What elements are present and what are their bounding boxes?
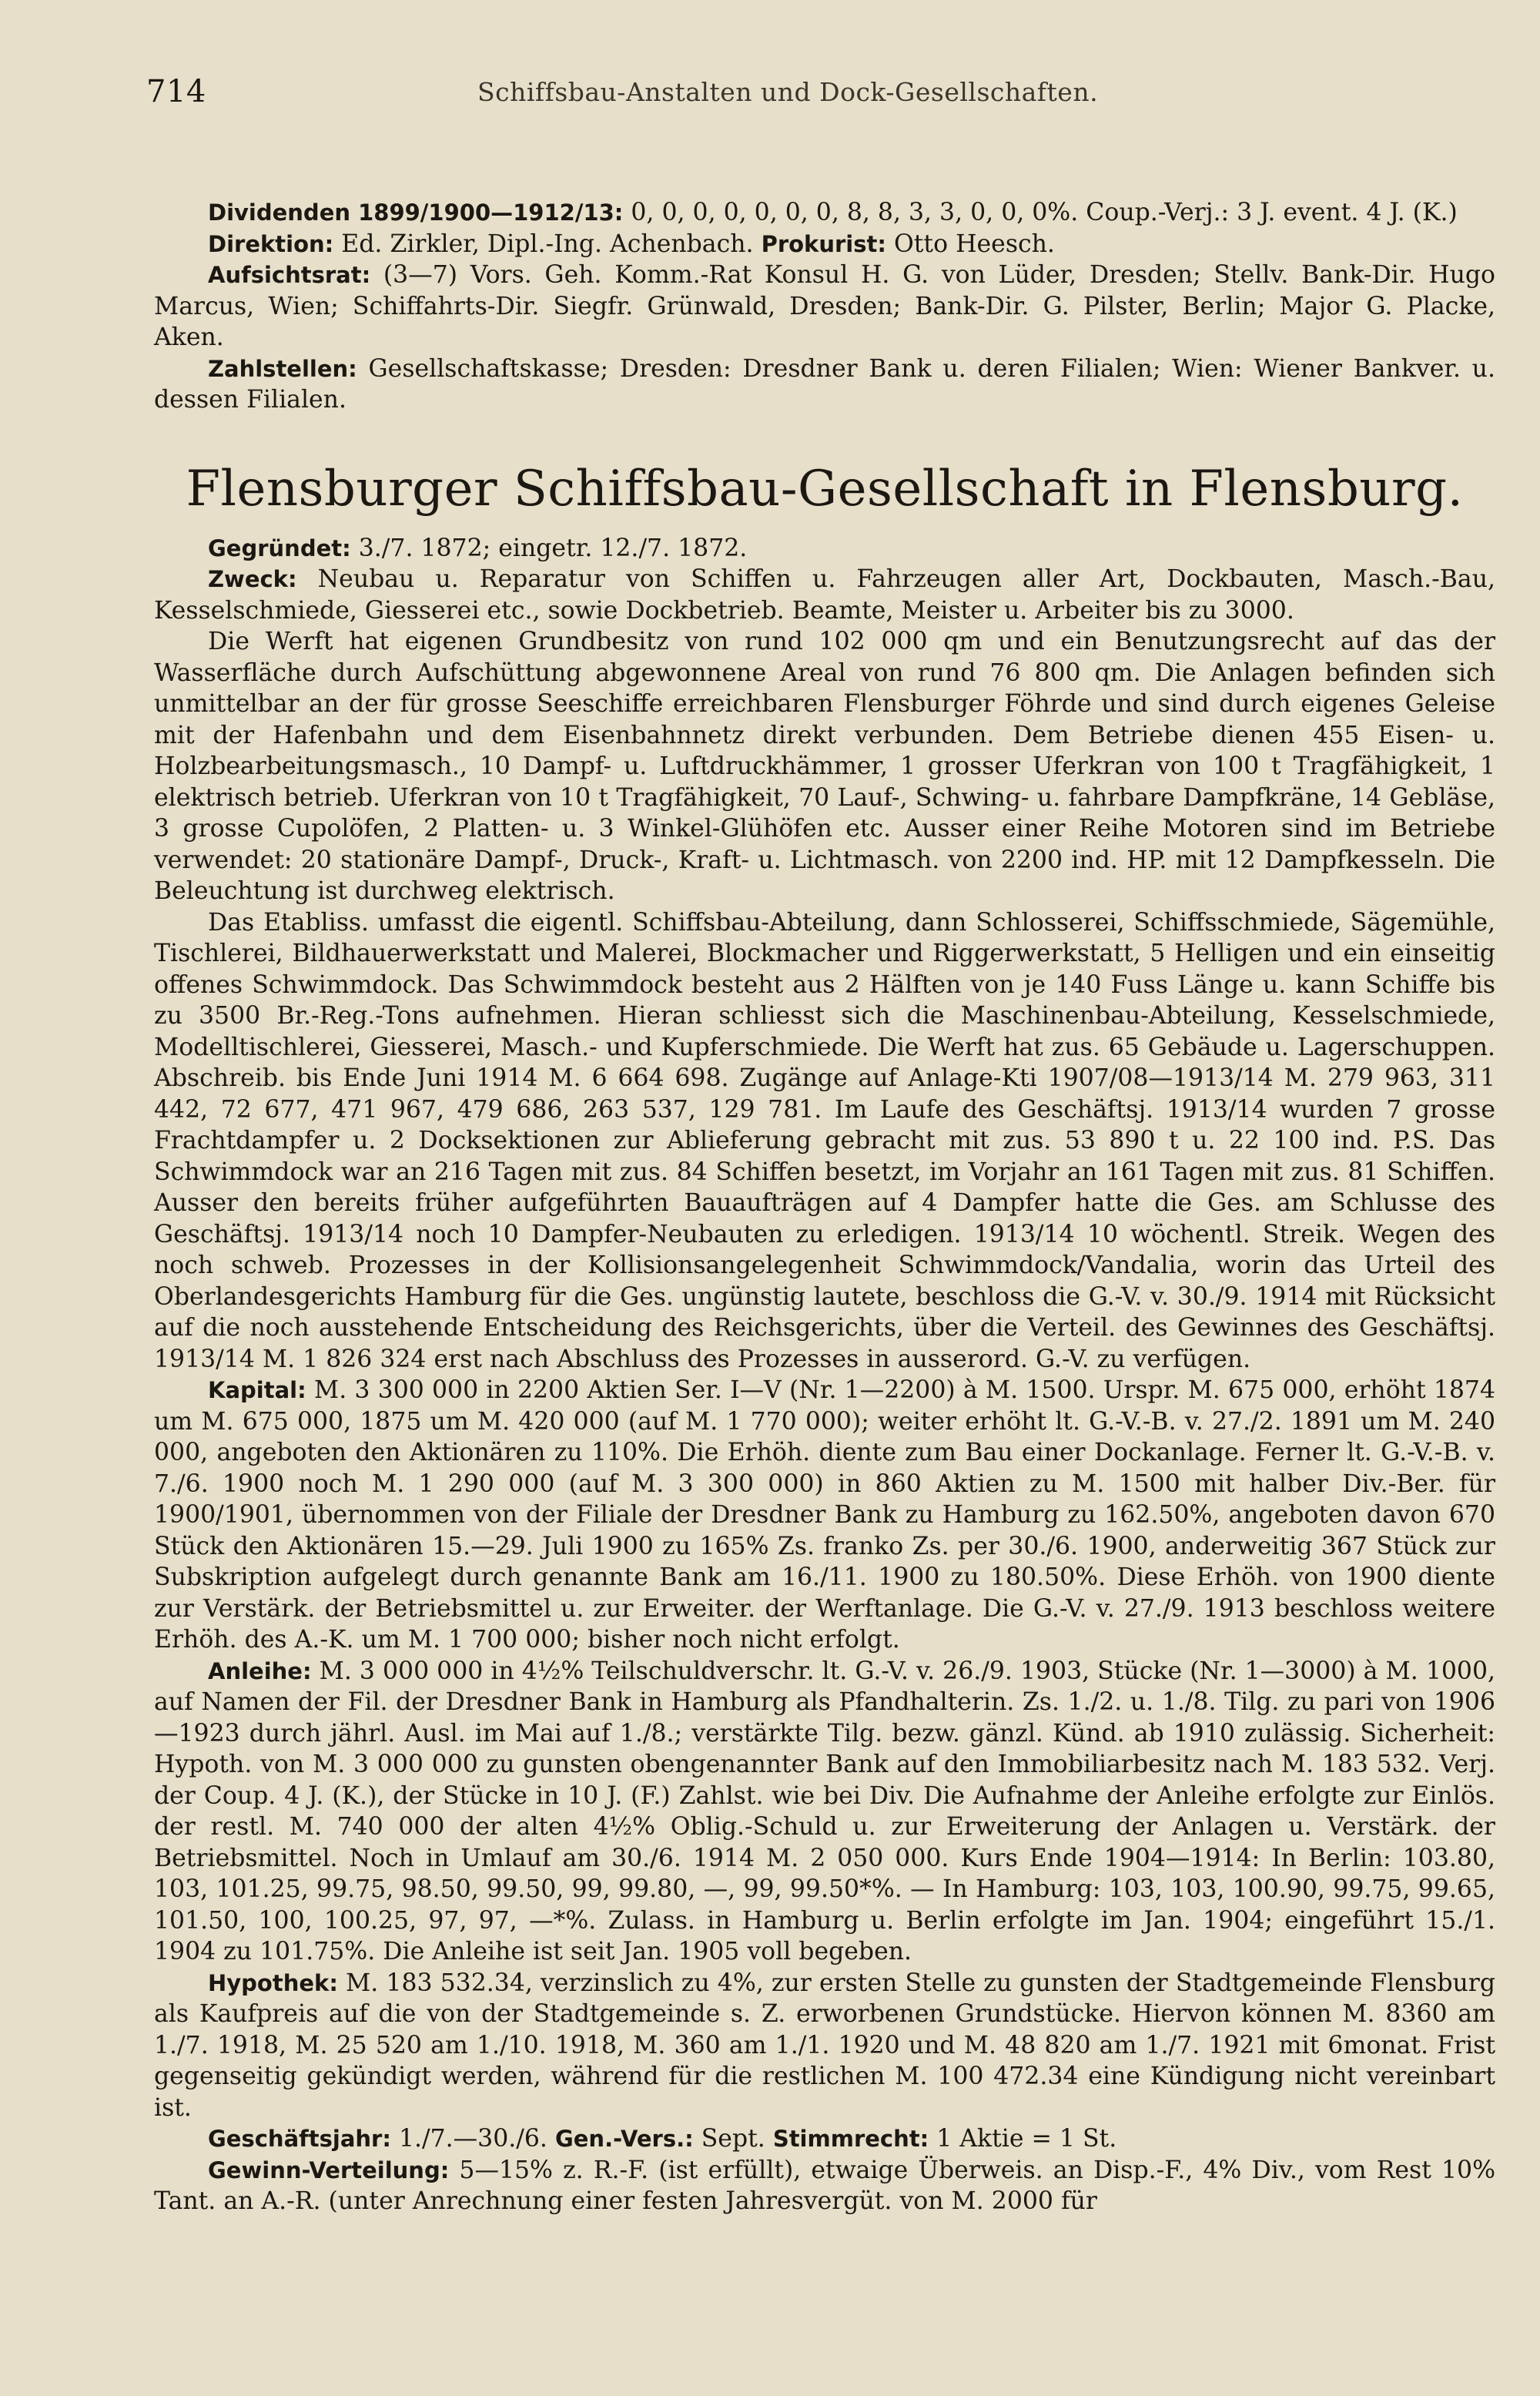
dividenden-label: Dividenden 1899/1900—1912/13: [208, 199, 624, 226]
hypothek-text: M. 183 532.34, verzinslich zu 4%, zur ersten Stelle zu gunsten der Stadtgemeinde Flensburg als Kaufpreis auf die von der Stadtgemeinde s. Z. erworbenen Grundstücke. Hiervon können M. 8360 am 1./7. 1918, M. 25 520 am 1./10. 1918, M. 360 am 1./1. 1920 und M. 48 820 am 1./7. 1921 mit 6monat. Frist gegenseitig gekündigt werden, während für die restlichen M. 100 472.34 eine Kündigung nicht vereinbart ist. [154, 1969, 1495, 2122]
company-title: Flensburger Schiffsbau-Gesellschaft in Flensburg. [186, 460, 1464, 518]
aufsichtsrat-text: (3—7) Vors. Geh. Komm.-Rat Konsul H. G. von Lüder, Dresden; Stellv. Bank-Dir. Hugo Marcus, Wien; Schiffahrts-Dir. Siegfr. Grünwald, Dresden; Bank-Dir. G. Pilster, Berlin; Major G. Placke, Aken. [154, 261, 1495, 351]
hypothek-label: Hypothek: [208, 1969, 338, 1996]
running-head: Schiffsbau-Anstalten und Dock-Gesellschaften. [477, 77, 1099, 107]
direktion-label: Direktion: [208, 230, 334, 257]
anleihe-label: Anleihe: [208, 1657, 312, 1684]
genvers-label: Gen.-Vers.: [554, 2126, 694, 2152]
gewinn-text: 5—15% z. R.-F. (ist erfüllt), etwaige Überweis. an Disp.-F., 4% Div., vom Rest 10% Tant. an A.-R. (unter Anrechnung einer festen Jahresvergüt. von M. 2000 für [154, 2156, 1495, 2215]
stimmrecht-text: 1 Aktie = 1 St. [929, 2125, 1117, 2153]
page-header [146, 60, 1495, 109]
stimmrecht-label: Stimmrecht: [772, 2126, 929, 2152]
kapital-text: M. 3 300 000 in 2200 Aktien Ser. I—V (Nr. 1—2200) à M. 1500. Urspr. M. 675 000, erhöht 1874 um M. 675 000, 1875 um M. 420 000 (auf M. 1 770 000); weiter erhöht lt. G.-V.-B. v. 27./2. 1891 um M. 240 000, angeboten den Aktionären zu 110%. Die Erhöh. diente zum Bau einer Dockanlage. Ferner lt. G.-V.-B. v. 7./6. 1900 noch M. 1 290 000 (auf M. 3 300 000) in 860 Aktien zu M. 1500 mit halber Div.-Ber. für 1900/1901, übernommen von der Filiale der Dresdner Bank zu Hamburg zu 162.50%, angeboten davon 670 Stück den Aktionären 15.—29. Juli 1900 zu 165% Zs. franko Zs. per 30./6. 1900, anderweitig 367 Stück zur Subskription aufgelegt durch genannte Bank am 16./11. 1900 zu 180.50%. Diese Erhöh. von 1900 diente zur Verstärk. der Betriebsmittel u. zur Erweiter. der Werftanlage. Die G.-V. v. 27./9. 1913 beschloss weitere Erhöh. des A.-K. um M. 1 700 000; bisher noch nicht erfolgt. [154, 1376, 1495, 1654]
dividenden-text: 0, 0, 0, 0, 0, 0, 0, 8, 8, 3, 3, 0, 0, 0%. Coup.-Verj.: 3 J. event. 4 J. (K.) [623, 199, 1458, 226]
geschaeftsjahr-label: Geschäftsjahr: [208, 2126, 391, 2152]
genvers-text: Sept. [693, 2125, 765, 2153]
zweck-label: Zweck: [208, 566, 297, 592]
kapital-paragraph [154, 1375, 1495, 1656]
hypothek-paragraph [154, 1968, 1495, 2124]
kapital-label: Kapital: [208, 1377, 306, 1403]
geschaeftsjahr-paragraph [154, 2123, 1495, 2155]
zahlstellen-text: Gesellschaftskasse; Dresden: Dresdner Bank u. deren Filialen; Wien: Wiener Bankver. u. dessen Filialen. [154, 354, 1495, 414]
prokurist-text: Otto Heesch. [886, 230, 1055, 258]
company-section [154, 533, 1495, 2217]
gegruendet-text: 3./7. 1872; eingetr. 12./7. 1872. [350, 534, 748, 562]
zahlstellen-label: Zahlstellen: [208, 355, 357, 382]
gewinn-paragraph [154, 2155, 1495, 2217]
anleihe-paragraph [154, 1656, 1495, 1968]
dividenden-paragraph [154, 197, 1495, 229]
zweck-paragraph [154, 564, 1495, 626]
aufsichtsrat-label: Aufsichtsrat: [208, 262, 371, 288]
prokurist-label: Prokurist: [761, 230, 886, 257]
zahlstellen-paragraph [154, 354, 1495, 416]
anleihe-text: M. 3 000 000 in 4½% Teilschuldverschr. lt. G.-V. v. 26./9. 1903, Stücke (Nr. 1—3000) à M. 1000, auf Namen der Fil. der Dresdner Bank in Hamburg als Pfandhalterin. Zs. 1./2. u. 1./8. Tilg. zu pari von 1906—1923 durch jährl. Ausl. im Mai auf 1./8.; verstärkte Tilg. bezw. gänzl. Künd. ab 1910 zulässig. Sicherheit: Hypoth. von M. 3 000 000 zu gunsten obengenannter Bank auf den Immobiliarbesitz nach M. 183 532. Verj. der Coup. 4 J. (K.), der Stücke in 10 J. (F.) Zahlst. wie bei Div. Die Aufnahme der Anleihe erfolgte zur Einlös. der restl. M. 740 000 der alten 4½% Oblig.-Schuld u. zur Erweiterung der Anlagen u. Verstärk. der Betriebsmittel. Noch in Umlauf am 30./6. 1914 M. 2 050 000. Kurs Ende 1904—1914: In Berlin: 103.80, 103, 101.25, 99.75, 98.50, 99.50, 99, 99.80, —, 99, 99.50*%. — In Hamburg: 103, 103, 100.90, 99.75, 99.65, 101.50, 100, 100.25, 97, 97, —*%. Zulass. in Hamburg u. Berlin erfolgte im Jan. 1904; eingeführt 15./1. 1904 zu 101.75%. Die Anleihe ist seit Jan. 1905 voll begeben. [154, 1657, 1495, 1965]
zweck-text: Neubau u. Reparatur von Schiffen u. Fahrzeugen aller Art, Dockbauten, Masch.-Bau, Kesselschmiede, Giesserei etc., sowie Dockbetrieb. Beamte, Meister u. Arbeiter bis zu 3000. [154, 565, 1495, 625]
etabliss-paragraph: Das Etabliss. umfasst die eigentl. Schiffsbau-Abteilung, dann Schlosserei, Schiffsschmiede, Sägemühle, Tischlerei, Bildhauerwerkstatt und Malerei, Blockmacher und Riggerwerkstatt, 5 Helligen und ein einseitig offenes Schwimmdock. Das Schwimmdock besteht aus 2 Hälften von je 140 Fuss Länge u. kann Schiffe bis zu 3500 Br.-Reg.-Tons aufnehmen. Hieran schliesst sich die Maschinenbau-Abteilung, Kesselschmiede, Modelltischlerei, Giesserei, Masch.- und Kupferschmiede. Die Werft hat zus. 65 Gebäude u. Lagerschuppen. Abschreib. bis Ende Juni 1914 M. 6 664 698. Zugänge auf Anlage-Kti 1907/08—1913/14 M. 279 963, 311 442, 72 677, 471 967, 479 686, 263 537, 129 781. Im Laufe des Geschäftsj. 1913/14 wurden 7 grosse Frachtdampfer u. 2 Docksektionen zur Ablieferung gebracht mit zus. 53 890 t u. 22 100 ind. P.S. Das Schwimmdock war an 216 Tagen mit zus. 84 Schiffen besetzt, im Vorjahr an 161 Tagen mit zus. 81 Schiffen. Ausser den bereits früher aufgeführten Bauaufträgen auf 4 Dampfer hatte die Ges. am Schlusse des Geschäftsj. 1913/14 noch 10 Dampfer-Neubauten zu erledigen. 1913/14 10 wöchentl. Streik. Wegen des noch schweb. Prozesses in der Kollisionsangelegenheit Schwimmdock/Vandalia, worin das Urteil des Oberlandesgerichts Hamburg für die Ges. ungünstig lautete, beschloss die G.-V. v. 30./9. 1914 mit Rücksicht auf die noch ausstehende Entscheidung des Reichsgerichts, über die Verteil. des Gewinnes des Geschäftsj. 1913/14 M. 1 826 324 erst nach Abschluss des Prozesses in ausserord. G.-V. zu verfügen. [154, 908, 1495, 1373]
direktion-paragraph [154, 229, 1495, 260]
previous-company-section [154, 197, 1495, 416]
werft-paragraph: Die Werft hat eigenen Grundbesitz von rund 102 000 qm und ein Benutzungsrecht auf das der Wasserfläche durch Aufschüttung abgewonnene Areal von rund 76 800 qm. Die Anlagen befinden sich unmittelbar an der für grosse Seeschiffe erreichbaren Flensburger Föhrde und sind durch eigenes Geleise mit der Hafenbahn und dem Eisenbahnnetz direkt verbunden. Dem Betriebe dienen 455 Eisen- u. Holzbearbeitungsmasch., 10 Dampf- u. Luftdruckhämmer, 1 grosser Uferkran von 100 t Tragfähigkeit, 1 elektrisch betrieb. Uferkran von 10 t Tragfähigkeit, 70 Lauf-, Schwing- u. fahrbare Dampfkräne, 14 Gebläse, 3 grosse Cupolöfen, 2 Platten- u. 3 Winkel-Glühöfen etc. Ausser einer Reihe Motoren sind im Betriebe verwendet: 20 stationäre Dampf-, Druck-, Kraft- u. Lichtmasch. von 2200 ind. HP. mit 12 Dampfkesseln. Die Beleuchtung ist durchweg elektrisch. [154, 628, 1495, 905]
page-number: 714 [146, 74, 206, 109]
geschaeftsjahr-text: 1./7.—30./6. [390, 2125, 547, 2153]
gegruendet-paragraph [154, 533, 1495, 565]
gewinn-label: Gewinn-Verteilung: [208, 2156, 450, 2183]
gegruendet-label: Gegründet: [208, 534, 351, 561]
aufsichtsrat-paragraph [154, 260, 1495, 354]
direktion-text: Ed. Zirkler, Dipl.-Ing. Achenbach. [333, 230, 754, 258]
